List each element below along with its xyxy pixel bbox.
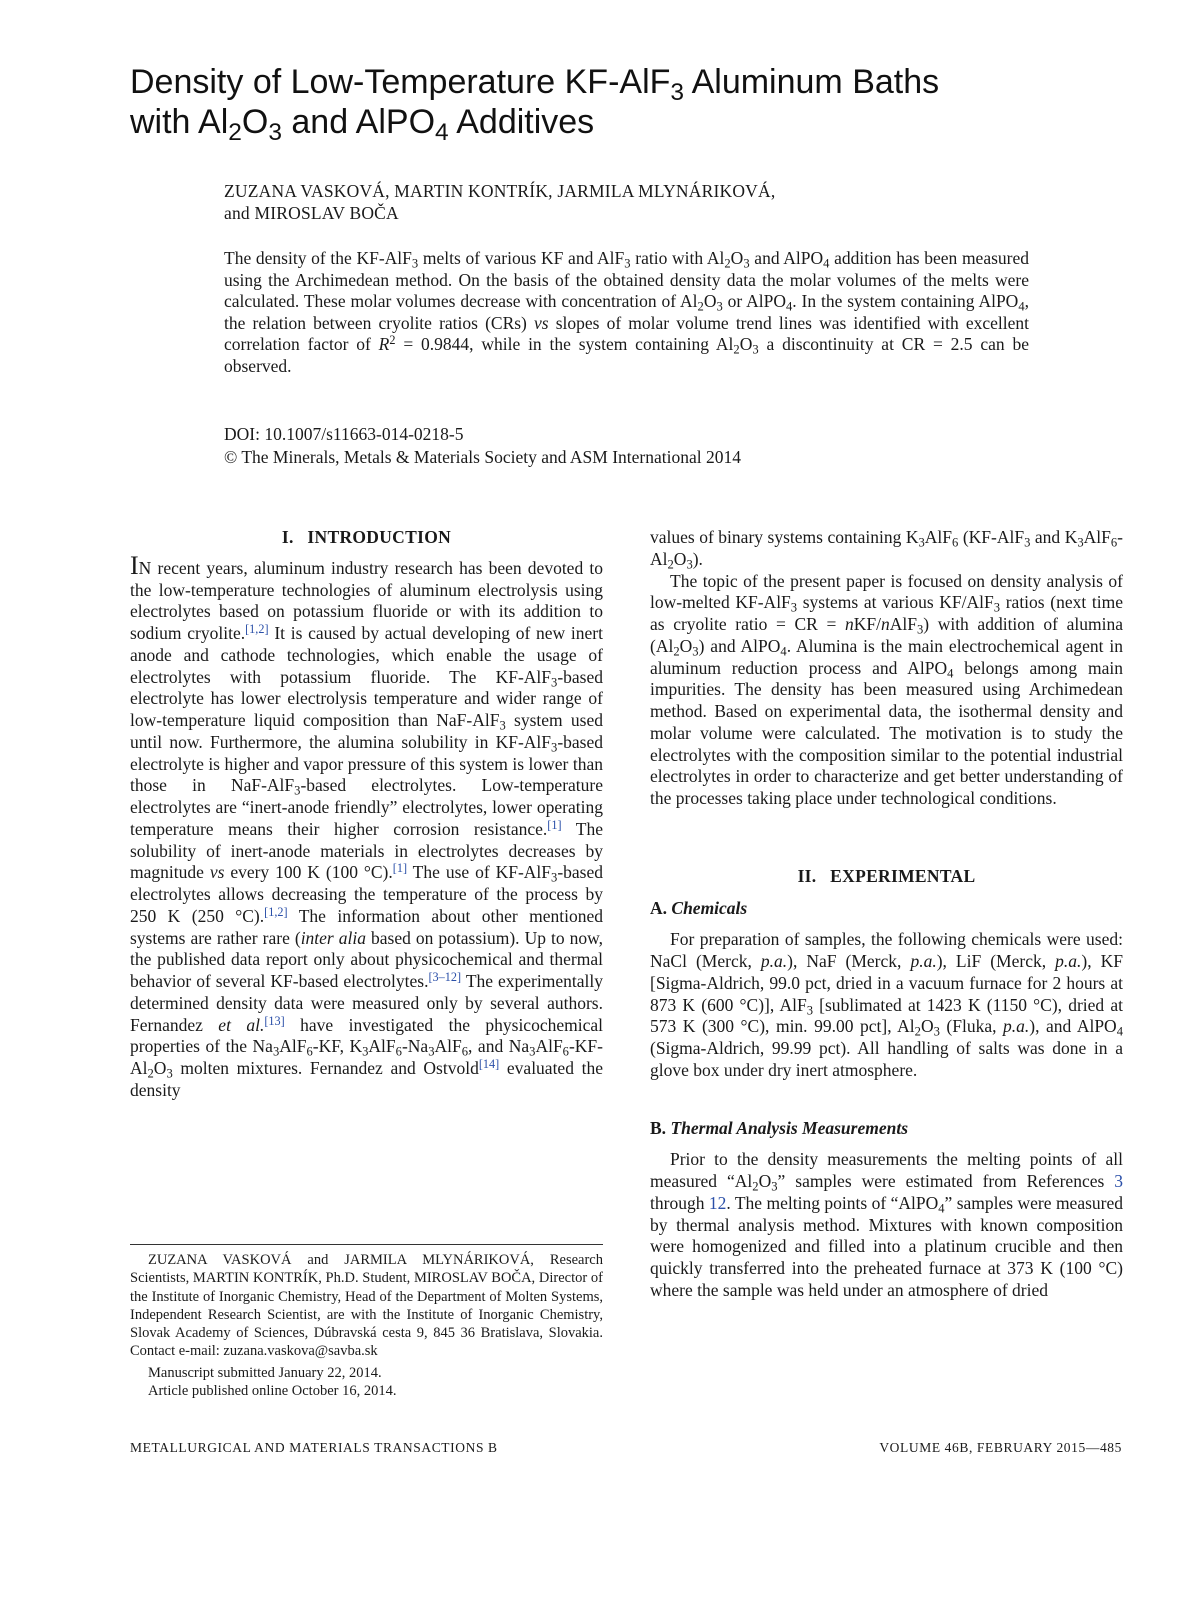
intro-paragraph-continued: values of binary systems containing $K_3AlF_6$ (KF-AlF$_3$ and $K_3AlF_6-Al_2O_3$). [650,527,1123,572]
reference-link[interactable]: 12 [708,1192,727,1213]
doi: DOI: 10.1007/s11663-014-0218-5 [224,424,464,444]
intro-paragraph: The topic of the present paper is focused on density analysis of low-melted KF-AlF$_3$ systems at various KF/AlF$_3$ ratios (next time as cryolite ratio = CR = nKF/nAlF$_3$) with addition of alumina $(Al_2O_3)$ and AlPO$_4$. Alumina is the main electrochemical agent in aluminum reduction process and AlPO$_4$ belongs among main impurities. The density has been measured using Archimedean method. Based on experimental data, the isothermal density and molar volume were calculated. The motivation is to study the electrolytes with the composition similar to the potential industrial electrolytes in order to characterize and get better understanding of the processes taking place under technological conditions. [650,570,1124,808]
abstract: The density of the KF-AlF$_3$ melts of various KF and AlF$_3$ ratio with $Al_2O_3$ and AlPO$_4$ addition has been measured using the Archimedean method. On the basis of the obtained density data the molar volumes of the melts were calculated. These molar volumes decrease with concentration of $Al_2O_3$ or AlPO$_4$. In the system containing AlPO$_4$, the relation between cryolite ratios (CRs) vs slopes of molar volume trend lines was identified with excellent correlation factor of $R^2 = 0.9844$, while in the system containing $Al_2O_3$ a discontinuity at CR = 2.5 can be observed. [224,248,1029,376]
submission-date: Manuscript submitted January 22, 2014. [148,1364,382,1381]
journal-name-footer: METALLURGICAL AND MATERIALS TRANSACTIONS B [130,1440,498,1455]
intro-paragraph: IN recent years, aluminum industry research has been devoted to the low-temperature technologies of aluminum electrolysis using electrolytes based on potassium fluoride or with its addition to sodium cryolite.[1,2] It is caused by actual developing of new inert anode and cathode technologies, which enable the usage of electrolytes with potassium fluoride. The KF-AlF$_3$-based electrolyte has lower electrolysis temperature and wider range of low-temperature liquid composition than NaF-AlF$_3$ system used until now. Furthermore, the alumina solubility in KF-AlF$_3$-based electrolyte is higher and vapor pressure of this system is lower than those in NaF-AlF$_3$-based electrolytes. Low-temperature electrolytes are “inert-anode friendly” electrolytes, lower operating temperature means their higher corrosion resistance.[1] The solubility of inert-anode materials in electrolytes decreases by magnitude vs every 100 K (100 °C).[1] The use of KF-AlF$_3$-based electrolytes allows decreasing the temperature of the process by 250 K (250 °C).[1,2] The information about other mentioned systems are rather rare (inter alia based on potassium). Up to now, the published data report only about physicochemical and thermal behavior of several KF-based electrolytes.[3–12] The experimentally determined density data were measured only by several authors. Fernandez et al.[13] have investigated the physicochemical properties of the $Na_3AlF_6-KF$, $K_3AlF_6-Na_3AlF_6$, and $Na_3AlF_6-KF-Al_2O_3$ molten mixtures. Fernandez and Ostvold[14] evaluated the density [130,550,604,1100]
author-line-2: and MIROSLAV BOČA [224,203,399,223]
drop-cap: I [130,550,139,580]
section-heading-introduction: I. INTRODUCTION [281,527,452,547]
section-heading-experimental: II. EXPERIMENTAL [797,865,976,886]
copyright: © The Minerals, Metals & Materials Society and ASM International 2014 [224,447,741,467]
volume-page-footer: VOLUME 46B, FEBRUARY 2015—485 [879,1440,1122,1455]
citation-link[interactable]: [13] [264,1013,285,1028]
paper-title: Density of Low-Temperature KF-AlF$_3$ Aluminum Baths with $Al_2O_3$ and AlPO$_4$ Additives [130,63,940,146]
footnote-divider [130,1244,603,1245]
right-column [650,527,1123,1302]
chemicals-paragraph: For preparation of samples, the following chemicals were used: NaCl (Merck, p.a.), NaF (Merck, p.a.), LiF (Merck, p.a.), KF [Sigma-Aldrich, 99.0 pct, dried in a vacuum furnace for 2 hours at 873 K (600 °C)], AlF$_3$ [sublimated at 1423 K (1150 °C), dried at 573 K (300 °C), min. 99.00 pct], $Al_2O_3$ (Fluka, p.a.), and AlPO$_4$ (Sigma-Aldrich, 99.99 pct). All handling of salts was done in a glove box under dry inert atmosphere. [650,929,1124,1080]
subsection-heading-chemicals: A. Chemicals [650,897,748,918]
author-list [224,180,1044,224]
citation-link[interactable]: [3–12] [428,970,462,985]
article-meta [224,423,1044,469]
citation-link[interactable]: [1] [547,817,562,832]
left-column [130,527,603,1102]
citation-link[interactable]: [1,2] [245,622,269,637]
author-line-1: ZUZANA VASKOVÁ, MARTIN KONTRÍK, JARMILA MLYNÁRIKOVÁ, [224,181,776,201]
citation-link[interactable]: [1,2] [264,904,288,919]
citation-link[interactable]: [14] [478,1057,500,1072]
author-affiliation-footnote [130,1251,603,1400]
footnote-affiliation: ZUZANA VASKOVÁ and JARMILA MLYNÁRIKOVÁ, Research Scientists, MARTIN KONTRÍK, Ph.D. Student, MIROSLAV BOČA, Director of the Institute of Inorganic Chemistry, Head of the Department of Molten Systems, Independent Research Scientist, are with the Institute of Inorganic Chemistry, Slovak Academy of Sciences, Dúbravská cesta 9, 845 36 Bratislava, Slovakia. Contact e-mail: zuzana.vaskova@savba.sk [130,1252,603,1360]
subsection-heading-thermal-analysis: B. Thermal Analysis Measurements [650,1117,909,1138]
publication-date: Article published online October 16, 2014. [148,1383,397,1400]
citation-link[interactable]: [1] [392,861,408,876]
reference-link[interactable]: 3 [1114,1171,1124,1191]
thermal-analysis-paragraph: Prior to the density measurements the melting points of all measured “$Al_2O_3$” samples were estimated from References 3 through 12. The melting points of “AlPO$_4$” samples were measured by thermal analysis method. Mixtures with known composition were homogenized and filled into a platinum crucible and then quickly transferred into the preheated furnace at 373 K (100 °C) where the sample was held under an atmosphere of dried [650,1149,1124,1300]
